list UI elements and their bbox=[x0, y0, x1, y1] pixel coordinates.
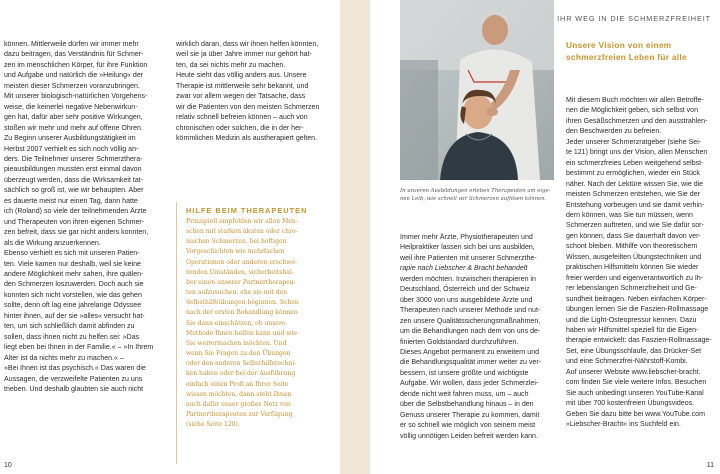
sidebar-line: nach der ersten Behandlung können bbox=[186, 309, 298, 317]
left-column-1 bbox=[4, 40, 162, 395]
text-line: sollen, dass ihnen nicht zu helfen sei: »Das bbox=[4, 333, 140, 341]
text-line: zen im menschlichen Körper, für ihre Funktion bbox=[4, 61, 148, 69]
sidebar-line: Sie weitermachen möchten. Und bbox=[186, 339, 287, 347]
text-line: er so schnell wie möglich von seinem meist bbox=[400, 422, 536, 430]
text-line: und eine Schmerzfrei-Nährstoff-Kombi. bbox=[566, 358, 688, 366]
text-line: ten, da sei nichts mehr zu machen. bbox=[176, 61, 286, 69]
text-line: können. Mittlerweile dürfen wir immer mehr bbox=[4, 41, 139, 48]
text-line: bestimmt zu ermöglichen, wieder ein Stück bbox=[566, 170, 700, 178]
text-line: Heilpraktiker lassen sich bei uns ausbilden, bbox=[400, 244, 535, 252]
text-line: weil ihre Patienten mit unserer Schmerzthe- bbox=[400, 254, 537, 262]
sidebar-line: auch dafür unser großes Netz von bbox=[186, 400, 291, 408]
text-line: Geben Sie dazu bitte bei www.YouTube.com bbox=[566, 410, 705, 418]
right-column-2 bbox=[566, 96, 716, 431]
heading-line: schmerzfreien Leben für alle bbox=[566, 51, 687, 62]
photo-caption bbox=[400, 187, 556, 203]
text-line: konnten sich nicht vorstellen, wie das gehen bbox=[4, 291, 142, 299]
text-line: Aufgabe. Wir wollen, dass jeder Schmerzlei- bbox=[400, 380, 539, 388]
text-line: näher. Nach der Lektüre wissen Sie, wie die bbox=[566, 180, 704, 188]
sidebar-line: (siehe Seite 120). bbox=[186, 421, 240, 429]
text-line: Auf unserer Website www.liebscher-bracht. bbox=[566, 368, 701, 376]
text-line: Jeder unserer Schmerzratgeber (siehe Sei- bbox=[566, 138, 702, 146]
text-line: gen hat, dafür aber sehr positive Wirkungen, bbox=[4, 114, 143, 122]
sidebar-line: renden Umständen, sicherheitshal- bbox=[186, 268, 294, 276]
text-line: dazu beitragen, das Verständnis für Schmer- bbox=[4, 51, 144, 59]
text-line: dern können, was Sie tun müssen, wenn bbox=[566, 211, 693, 219]
sidebar-line: Methode Ihnen helfen kann und wie bbox=[186, 329, 297, 337]
text-line: es dauerte meist nur einen Tag, dann hatte bbox=[4, 197, 138, 205]
sidebar-line: wenn Sie Fragen zu den Übungen bbox=[186, 350, 291, 358]
right-column-1 bbox=[400, 233, 560, 442]
text-line: zen befreit, dass sie gar nicht anders konnten, bbox=[4, 229, 149, 237]
text-line: über 3000 von uns ausgebildete Ärzte und bbox=[400, 296, 533, 304]
sidebar-line: oder den anderen Selbsthilfetechni- bbox=[186, 360, 297, 368]
page-number-left: 10 bbox=[4, 462, 12, 469]
text-line: ten. Viele kamen nur deshalb, weil sie keine bbox=[4, 260, 141, 268]
text-line: Immer mehr Ärzte, Physiotherapeuten und bbox=[400, 234, 533, 241]
text-line: pieausbildungen mussten erst einmal davon bbox=[4, 166, 142, 174]
text-line: Mit unserer biologisch-natürlichen Vorgehens- bbox=[4, 93, 148, 101]
sidebar-line: Vorgeschichten wie mehrfachen bbox=[186, 248, 285, 256]
text-line: te 121) bringt uns der Vision, allen Menschen bbox=[566, 149, 708, 157]
text-line: andere Möglichkeit mehr sahen, ihre quälen- bbox=[4, 270, 144, 278]
right-page bbox=[370, 0, 720, 474]
text-line: die Behandlungsqualität immer weiter zu ver- bbox=[400, 359, 542, 367]
text-line: und Therapeuten von ihren eigenen Schmer- bbox=[4, 218, 145, 226]
therapist-help-box bbox=[176, 202, 336, 464]
heading-line: Unsere Vision von einem bbox=[566, 40, 672, 50]
text-line: Deutschland, Österreich und der Schweiz bbox=[400, 286, 530, 294]
text-line: finierten Goldstandard durchzuführen. bbox=[400, 338, 519, 346]
text-line: trieben. Und deshalb glaubten sie auch nicht bbox=[4, 385, 144, 393]
text-line: dende nicht weit fahren muss, um – auch bbox=[400, 390, 529, 398]
text-line: Set, eine Übungsschlaufe, das Drücker-Set bbox=[566, 347, 702, 355]
text-line: werden möchten. Inzwischen therapieren in bbox=[400, 275, 536, 283]
text-line: ihren Gesäßschmerzen und den ausstrahlen- bbox=[566, 117, 708, 125]
text-line: sollte, denn oft lag eine jahrelange Odyssee bbox=[4, 302, 142, 310]
text-line: völlig unnötigen Leiden befreit werden kann. bbox=[400, 432, 538, 440]
text-line: über die Selbstbehandlung hinaus – in den bbox=[400, 401, 534, 409]
text-line: liegt eben bei Ihnen in der Familie.« – »In Ihrem bbox=[4, 344, 154, 352]
text-line: den Schmerzen loszuwerden. Doch auch sie bbox=[4, 281, 144, 289]
text-line: praktischen Hilfsmitteln können Sie wieder bbox=[566, 264, 699, 272]
page-number-right: 11 bbox=[706, 462, 714, 469]
text-line: Schmerzen auftreten, und wie Sie dafür sor- bbox=[566, 222, 704, 230]
text-line: Sie auch unbedingt unseren YouTube-Kanal bbox=[566, 389, 704, 397]
text-line: den Beschwerden zu befreien. bbox=[566, 128, 662, 136]
text-line: »Bei Ihnen ist das psychisch.« Das waren die bbox=[4, 365, 146, 373]
text-line: com finden Sie viele weitere Infos. Besuchen bbox=[566, 379, 707, 387]
text-line: und Aufgabe und natürlich die »Heilung« der bbox=[4, 72, 144, 80]
text-line: »Liebscher-Bracht« ins Suchfeld ein. bbox=[566, 421, 681, 429]
text-line: therapie entwickelt: das Faszien-Rollmassage- bbox=[566, 337, 712, 345]
sidebar-line: schen mit starken akuten oder chro- bbox=[186, 228, 298, 236]
page-gutter bbox=[340, 0, 370, 474]
text-line: freier werden und eigenverantwortlich zu Ih- bbox=[566, 274, 704, 282]
text-line: Alter ist da nichts mehr zu machen.« – bbox=[4, 354, 124, 362]
sidebar-line: Selbsthilfeübungen beginnen. Schon bbox=[186, 299, 299, 307]
text-line: und die Light-Osteopressur kennen. Dazu bbox=[566, 316, 697, 324]
text-line: ein schmerzfreies Leben weitgehend selbst- bbox=[566, 159, 704, 167]
sidebar-line: nischen Schmerzen, bei heftigen bbox=[186, 238, 287, 246]
workshop-photo bbox=[400, 0, 554, 180]
text-line: nen die Möglichkeit geben, sich selbst von bbox=[566, 107, 699, 115]
text-line: meisten dieser Schmerzen voranzubringen. bbox=[4, 82, 140, 90]
sidebar-line: ken haben oder bei der Ausführung bbox=[186, 370, 296, 378]
sidebar-title: HILFE BEIM THERAPEUTEN bbox=[186, 206, 308, 215]
text-line: Heute sieht das völlig anders aus. Unsere bbox=[176, 72, 307, 80]
text-line: meisten Schmerzen entstehen, wie Sie der bbox=[566, 191, 700, 199]
sidebar-line: wissen möchten, dann steht Ihnen bbox=[186, 390, 292, 398]
text-line: rapie nach Liebscher & Bracht behandelt bbox=[400, 265, 528, 273]
text-line: übungen lernen Sie die Faszien-Rollmassage bbox=[566, 306, 709, 314]
sidebar-line: einfach einen Profi an Ihrer Seite bbox=[186, 380, 289, 388]
text-line: ten, um sich schließlich damit abfinden zu bbox=[4, 323, 135, 331]
text-line: bessern, ist unsere größte und wichtigste bbox=[400, 369, 529, 377]
text-line: ders. Die Teilnehmer unserer Schmerzthera- bbox=[4, 155, 143, 163]
text-line: Mit diesem Buch möchten wir allen Betroffe- bbox=[566, 97, 704, 104]
text-line: rer lebenslangen Schmerzfreiheit und Ge- bbox=[566, 285, 697, 293]
text-line: stoßen wir mehr und mehr auf offene Ohren. bbox=[4, 124, 143, 132]
sidebar-line: Sie dann einschätzen, ob unsere bbox=[186, 319, 286, 327]
sidebar-line: ber einen unserer Partnertherapeu- bbox=[186, 278, 296, 286]
text-line: mit über 700 kostenfreien Übungsvideos. bbox=[566, 400, 695, 408]
caption-line: In unseren Ausbildungen erleben Therapeuten am eige- bbox=[400, 188, 551, 194]
text-line: Entstehung vorbeugen und sie damit verhin- bbox=[566, 201, 705, 209]
text-line: Genuss unserer Therapie zu kommen, damit bbox=[400, 411, 540, 419]
text-line: Aussagen, die verzweifelte Patienten zu uns bbox=[4, 375, 143, 383]
text-line: Herbst 2007 verhielt es sich noch völlig an- bbox=[4, 145, 139, 153]
text-line: Wissen, ausgefeilten Übungstechniken und bbox=[566, 253, 702, 261]
text-line: weil sie ja über Jahre immer nur gehört hat- bbox=[176, 51, 312, 59]
text-line: kömmlichen Medizin als austherapiert gelten. bbox=[176, 135, 318, 143]
text-line: wirklich daran, dass wir ihnen helfen könnten, bbox=[176, 41, 319, 48]
left-page bbox=[0, 0, 340, 474]
text-line: Ebenso verhielt es sich mit unseren Patien- bbox=[4, 250, 140, 258]
text-line: Therapeuten nach unserer Methode und nut- bbox=[400, 307, 541, 315]
sidebar-line: Prinzipiell empfehlen wir allen Men- bbox=[186, 218, 298, 225]
text-line: weise, die keinerlei negative Nebenwirkun- bbox=[4, 103, 138, 111]
text-line: sundheit beitragen. Neben einfachen Körper- bbox=[566, 295, 707, 303]
vision-heading bbox=[566, 40, 716, 63]
text-line: Zu Beginn unserer Ausbildungstätigkeit im bbox=[4, 135, 136, 143]
text-line: chronischen oder solchen, die in der her- bbox=[176, 124, 304, 132]
sidebar-line: ten aufzusuchen, ehe sie mit den bbox=[186, 289, 288, 297]
text-line: wir die Patienten von den meisten Schmerzen bbox=[176, 103, 320, 111]
text-line: Therapie ist mittlerweile sehr bekannt, und bbox=[176, 82, 309, 90]
text-line: ich (Roland) so viele der teilnehmenden Ärzte bbox=[4, 208, 147, 216]
text-line: schont bleiben. Mithilfe von theoretischem bbox=[566, 243, 698, 251]
running-head: IHR WEG IN DIE SCHMERZFREIHEIT bbox=[557, 14, 711, 23]
sidebar-body bbox=[186, 217, 336, 430]
text-line: relativ schnell befreien können – auch von bbox=[176, 114, 308, 122]
text-line: zwar vor allem wegen der Tatsache, dass bbox=[176, 93, 306, 101]
text-line: haben wir Hilfsmittel speziell für die Eigen- bbox=[566, 326, 699, 334]
text-line: Dieses Angebot permanent zu erweitern und bbox=[400, 348, 540, 356]
sidebar-line: Partnertherapeuten zur Verfügung bbox=[186, 410, 293, 418]
sidebar-line: Operationen oder anderen erschwe- bbox=[186, 258, 297, 266]
caption-line: nen Leib, wie schnell wir Schmerzen auflösen können. bbox=[400, 196, 547, 202]
text-line: um die Behandlungen nach dem von uns de- bbox=[400, 328, 541, 336]
text-line: als die Wirkung anzuerkennen. bbox=[4, 239, 101, 247]
text-line: überzeugt werden, dass die Wirksamkeit tat- bbox=[4, 176, 144, 184]
text-line: zen unsere Qualitätssicherungsmaßnahmen, bbox=[400, 317, 541, 325]
text-line: gen können, dass Sie dauerhaft davon ver- bbox=[566, 232, 701, 240]
text-line: sächlich so groß ist, wie wir behaupten. Aber bbox=[4, 187, 144, 195]
left-column-2 bbox=[176, 40, 334, 145]
text-line: hinter ihnen, auf der sie »alles« versucht hat- bbox=[4, 312, 145, 320]
